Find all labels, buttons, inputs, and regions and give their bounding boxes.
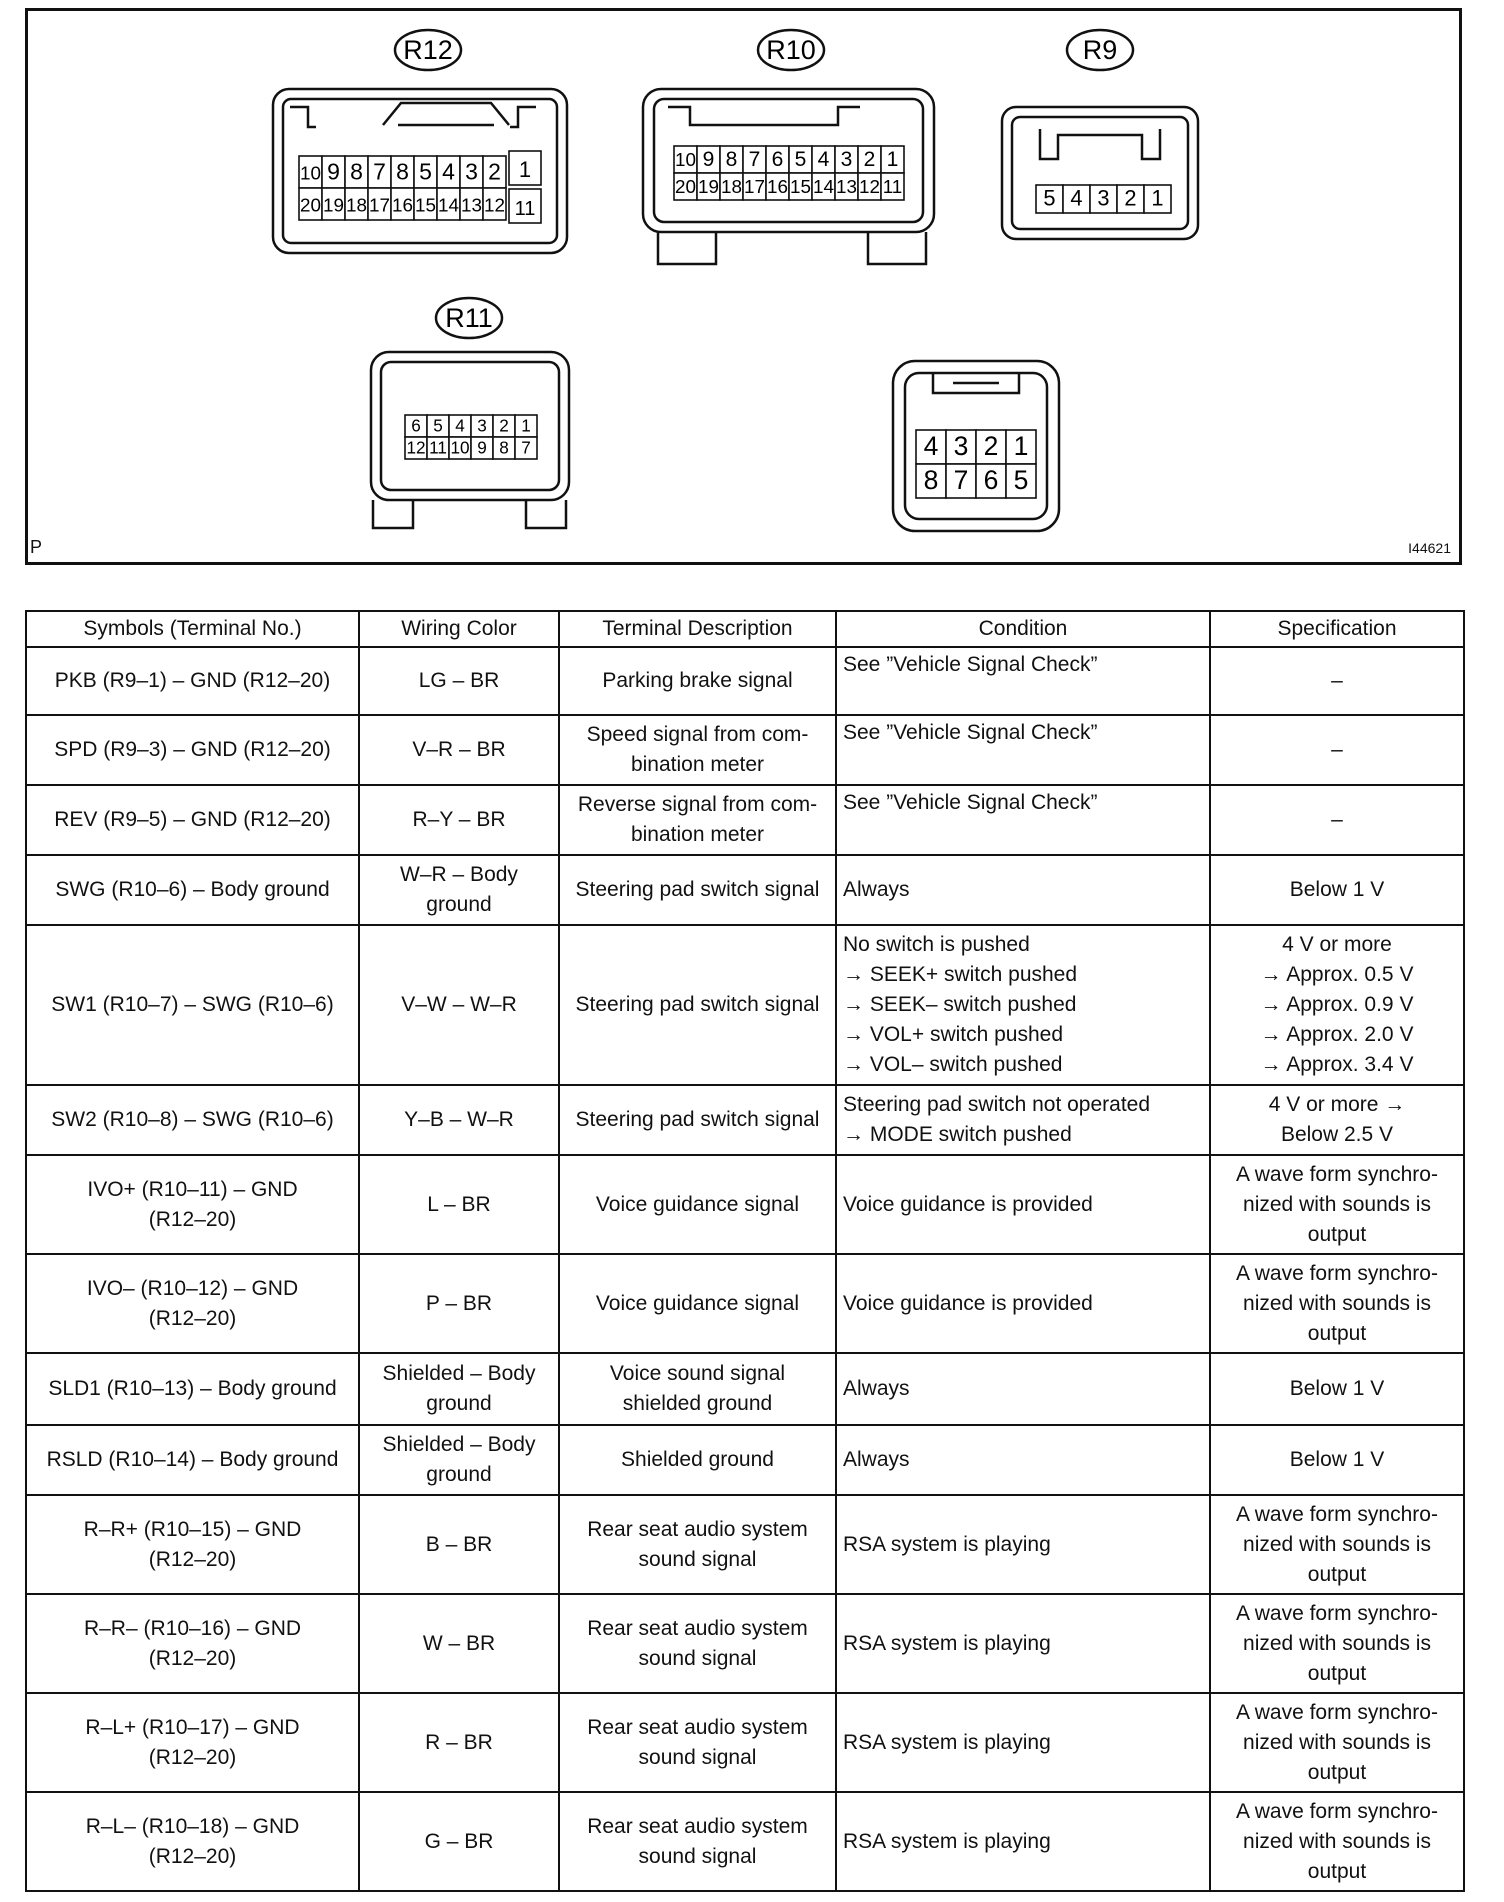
cell-specification — [1210, 1594, 1464, 1693]
cell-condition-line: RSA system is playing — [843, 1730, 1051, 1754]
table-row — [26, 1495, 1464, 1594]
r10-pin: 13 — [836, 175, 857, 197]
cell-wiring-color — [359, 1792, 559, 1891]
cell-wiring-color-line: LG – BR — [418, 669, 500, 692]
cell-condition-line: RSA system is playing — [843, 1631, 1051, 1655]
cell-description-line: Voice sound signal — [609, 1362, 786, 1385]
r12-pin: 5 — [419, 158, 432, 185]
r12-latch — [290, 103, 536, 127]
r11-pin: 5 — [433, 415, 443, 436]
r11-pin: 8 — [499, 437, 509, 458]
cell-symbol — [26, 925, 359, 1085]
r11-pin: 6 — [411, 415, 421, 436]
pin8-pin: 1 — [1013, 431, 1029, 462]
r11-pin: 12 — [406, 437, 426, 458]
cell-condition — [836, 1425, 1210, 1495]
cell-wiring-color-line: L – BR — [427, 1192, 491, 1216]
cell-description — [559, 1254, 836, 1353]
cell-description — [559, 1085, 836, 1155]
cell-specification — [1210, 1353, 1464, 1425]
cell-description-line: Voice guidance signal — [595, 1192, 800, 1216]
cell-description-line: Rear seat audio system — [587, 1715, 808, 1739]
cell-symbol-line: R–R– (R10–16) – GND — [83, 1616, 302, 1640]
cell-specification-line: → Approx. 0.5 V — [1260, 963, 1414, 986]
cell-condition-line: See ”Vehicle Signal Check” — [843, 653, 1098, 676]
r10-pin: 15 — [790, 175, 811, 197]
cell-wiring-color — [359, 785, 559, 855]
pin8-pin: 6 — [983, 465, 999, 496]
cell-symbol — [26, 715, 359, 785]
cell-condition-line: → MODE switch pushed — [843, 1123, 1072, 1146]
r9-housing — [1002, 107, 1198, 239]
cell-wiring-color — [359, 1254, 559, 1353]
cell-description — [559, 785, 836, 855]
figure-id: I44621 — [1408, 540, 1451, 556]
cell-symbol — [26, 1594, 359, 1693]
cell-symbol-line: (R12–20) — [148, 1745, 237, 1769]
r10-pin: 16 — [767, 175, 788, 197]
cell-description-line: Shielded ground — [621, 1448, 774, 1471]
pin8-pin: 5 — [1013, 465, 1029, 496]
cell-description-line: sound signal — [638, 1547, 757, 1571]
table-row — [26, 1425, 1464, 1495]
cell-specification-line: Below 2.5 V — [1280, 1123, 1394, 1146]
header-symbols: Symbols (Terminal No.) — [26, 611, 359, 647]
cell-condition — [836, 1085, 1210, 1155]
cell-symbol-line: (R12–20) — [148, 1646, 237, 1670]
r9-pin: 4 — [1070, 185, 1083, 211]
cell-wiring-color — [359, 1353, 559, 1425]
cell-description-line: Rear seat audio system — [587, 1517, 808, 1541]
cell-description — [559, 715, 836, 785]
r12-pin: 9 — [327, 158, 340, 185]
cell-wiring-color-line: W–R – Body — [400, 863, 518, 886]
cell-specification-line: A wave form synchro- — [1236, 1261, 1438, 1285]
cell-symbol-line: (R12–20) — [148, 1306, 237, 1330]
cell-wiring-color-line: Shielded – Body — [382, 1433, 536, 1456]
cell-symbol-line: R–R+ (R10–15) – GND — [83, 1517, 302, 1541]
cell-description-line: bination meter — [630, 823, 765, 846]
r12-pin: 10 — [300, 162, 321, 184]
cell-specification-line: output — [1307, 1760, 1367, 1784]
r9-pin: 2 — [1124, 185, 1137, 211]
cell-specification — [1210, 1693, 1464, 1792]
header-condition: Condition — [836, 611, 1210, 647]
r12-pin: 13 — [461, 194, 482, 216]
r9-label: R9 — [1082, 35, 1118, 65]
r10-feet — [658, 232, 926, 264]
terminal-spec-table — [25, 610, 1465, 1892]
cell-description — [559, 855, 836, 925]
pin8-pin: 7 — [953, 465, 969, 496]
r10-pin: 14 — [813, 175, 834, 197]
cell-description — [559, 1693, 836, 1792]
cell-specification-line: – — [1331, 738, 1343, 761]
r10-pin: 12 — [859, 175, 880, 197]
cell-symbol-line: SWG (R10–6) – Body ground — [55, 878, 330, 901]
cell-wiring-color-line: ground — [426, 1463, 492, 1486]
cell-condition-line: → VOL+ switch pushed — [843, 1023, 1064, 1046]
cell-wiring-color — [359, 855, 559, 925]
cell-symbol-line: (R12–20) — [148, 1547, 237, 1571]
r12-pin: 15 — [415, 194, 436, 216]
cell-condition — [836, 715, 1210, 785]
connector-diagram — [25, 8, 1462, 565]
cell-description — [559, 1792, 836, 1891]
cell-wiring-color — [359, 1155, 559, 1254]
table-row — [26, 647, 1464, 715]
cell-description-line: sound signal — [638, 1844, 757, 1868]
cell-description-line: sound signal — [638, 1745, 757, 1769]
cell-specification-line: 4 V or more — [1282, 933, 1392, 956]
cell-specification — [1210, 1425, 1464, 1495]
r12-pin: 14 — [438, 194, 459, 216]
r10-pin: 3 — [840, 147, 853, 171]
cell-condition-line: Voice guidance is provided — [843, 1192, 1093, 1216]
r10-pin: 9 — [702, 147, 715, 171]
r11-label: R11 — [445, 303, 493, 333]
r9-latch — [1040, 129, 1160, 159]
cell-condition-line: Steering pad switch not operated — [843, 1093, 1151, 1116]
table-row — [26, 1254, 1464, 1353]
cell-condition-line: Always — [843, 1377, 910, 1400]
cell-condition — [836, 925, 1210, 1085]
r9-pin: 1 — [1151, 185, 1164, 211]
cell-condition — [836, 1594, 1210, 1693]
table-row — [26, 785, 1464, 855]
cell-symbol-line: SPD (R9–3) – GND (R12–20) — [54, 738, 331, 761]
cell-specification — [1210, 1085, 1464, 1155]
cell-description — [559, 647, 836, 715]
cell-symbol-line: (R12–20) — [148, 1207, 237, 1231]
table-row — [26, 1085, 1464, 1155]
cell-condition — [836, 647, 1210, 715]
cell-wiring-color — [359, 647, 559, 715]
cell-description — [559, 1155, 836, 1254]
cell-condition — [836, 1792, 1210, 1891]
pin8-pin: 4 — [923, 431, 939, 462]
cell-condition-line: See ”Vehicle Signal Check” — [843, 721, 1098, 744]
cell-condition — [836, 785, 1210, 855]
cell-condition-line: Always — [843, 878, 910, 901]
cell-description — [559, 1425, 836, 1495]
cell-symbol-line: PKB (R9–1) – GND (R12–20) — [54, 669, 331, 692]
cell-specification-line: output — [1307, 1222, 1367, 1246]
cell-specification — [1210, 1495, 1464, 1594]
cell-description — [559, 925, 836, 1085]
cell-specification — [1210, 715, 1464, 785]
r12-pin: 2 — [488, 158, 501, 185]
cell-description — [559, 1353, 836, 1425]
r10-pin: 18 — [721, 175, 742, 197]
table-header-row — [26, 611, 1464, 647]
cell-symbol-line: SW1 (R10–7) – SWG (R10–6) — [51, 993, 334, 1016]
cell-specification-line: A wave form synchro- — [1236, 1502, 1438, 1526]
r11-pin: 9 — [477, 437, 487, 458]
cell-wiring-color — [359, 715, 559, 785]
cell-specification-line: A wave form synchro- — [1236, 1799, 1438, 1823]
r12-pin: 16 — [392, 194, 413, 216]
cell-specification — [1210, 925, 1464, 1085]
table-row — [26, 1155, 1464, 1254]
table-row — [26, 1353, 1464, 1425]
r11-pin: 4 — [455, 415, 465, 436]
r9-pin: 3 — [1097, 185, 1110, 211]
r12-pin: 8 — [350, 158, 363, 185]
cell-description-line: shielded ground — [622, 1392, 773, 1415]
cell-symbol — [26, 785, 359, 855]
r11-pin: 2 — [499, 415, 509, 436]
table-row — [26, 925, 1464, 1085]
cell-specification-line: A wave form synchro- — [1236, 1700, 1438, 1724]
r10-pin: 7 — [748, 147, 761, 171]
r12-pin: 19 — [323, 194, 344, 216]
cell-wiring-color-line: Shielded – Body — [382, 1362, 536, 1385]
cell-symbol — [26, 1085, 359, 1155]
cell-wiring-color — [359, 1085, 559, 1155]
cell-description — [559, 1594, 836, 1693]
r12-pin: 17 — [369, 194, 390, 216]
cell-specification-line: A wave form synchro- — [1236, 1601, 1438, 1625]
cell-wiring-color — [359, 1594, 559, 1693]
cell-description-line: Steering pad switch signal — [575, 993, 820, 1016]
cell-specification-line: nized with sounds is — [1243, 1730, 1431, 1754]
r11-pin: 1 — [521, 415, 531, 436]
cell-condition-line: Always — [843, 1448, 910, 1471]
table-row — [26, 715, 1464, 785]
cell-description-line: Steering pad switch signal — [575, 878, 820, 901]
r10-pin: 19 — [698, 175, 719, 197]
cell-wiring-color-line: R–Y – BR — [412, 808, 506, 831]
r9-pin: 5 — [1043, 185, 1056, 211]
r12-pin: 18 — [346, 194, 367, 216]
pin8-pin: 2 — [983, 431, 999, 462]
cell-description-line: sound signal — [638, 1646, 757, 1670]
r11-pin: 7 — [521, 437, 531, 458]
corner-label: P — [30, 537, 43, 557]
cell-condition-line: RSA system is playing — [843, 1829, 1051, 1853]
cell-wiring-color-line: P – BR — [425, 1291, 493, 1315]
cell-specification-line: Below 1 V — [1289, 1448, 1385, 1471]
cell-wiring-color-line: B – BR — [425, 1532, 493, 1556]
pin8-latch — [933, 373, 1019, 393]
cell-symbol-line: IVO– (R10–12) – GND — [86, 1276, 299, 1300]
cell-symbol-line: IVO+ (R10–11) – GND — [87, 1177, 298, 1201]
cell-specification-line: nized with sounds is — [1243, 1631, 1431, 1655]
header-specification: Specification — [1210, 611, 1464, 647]
cell-wiring-color — [359, 1425, 559, 1495]
r12-pin: 8 — [396, 158, 409, 185]
r12-pin: 7 — [373, 158, 386, 185]
table-row — [26, 855, 1464, 925]
cell-symbol-line: RSLD (R10–14) – Body ground — [46, 1448, 339, 1471]
cell-specification-line: output — [1307, 1321, 1367, 1345]
cell-symbol-line: SW2 (R10–8) – SWG (R10–6) — [51, 1108, 334, 1131]
cell-condition — [836, 1155, 1210, 1254]
cell-description-line: Voice guidance signal — [595, 1291, 800, 1315]
cell-symbol — [26, 1425, 359, 1495]
r12-pin-11: 11 — [514, 198, 536, 220]
cell-wiring-color-line: G – BR — [424, 1829, 494, 1853]
r12-pin: 4 — [442, 158, 455, 185]
cell-description-line: Rear seat audio system — [587, 1616, 808, 1640]
r12-pin-1: 1 — [518, 157, 532, 182]
cell-condition-line: RSA system is playing — [843, 1532, 1051, 1556]
r10-pin: 17 — [744, 175, 765, 197]
cell-condition — [836, 1693, 1210, 1792]
connector-drawing — [28, 11, 1459, 562]
cell-specification-line: → Approx. 2.0 V — [1260, 1023, 1414, 1046]
cell-symbol — [26, 1495, 359, 1594]
r11-pin: 10 — [450, 437, 470, 458]
r10-pin: 5 — [794, 147, 807, 171]
pin8-pin: 3 — [953, 431, 969, 462]
cell-specification-line: – — [1331, 808, 1343, 831]
cell-specification-line: output — [1307, 1661, 1367, 1685]
cell-specification-line: Below 1 V — [1289, 1377, 1385, 1400]
cell-specification-line: output — [1307, 1859, 1367, 1883]
cell-description-line: bination meter — [630, 753, 765, 776]
cell-symbol — [26, 855, 359, 925]
cell-symbol-line: SLD1 (R10–13) – Body ground — [48, 1377, 337, 1400]
cell-condition-line: Voice guidance is provided — [843, 1291, 1093, 1315]
cell-symbol — [26, 647, 359, 715]
cell-description-line: Parking brake signal — [602, 669, 793, 692]
cell-specification — [1210, 1792, 1464, 1891]
cell-symbol-line: REV (R9–5) – GND (R12–20) — [54, 808, 331, 831]
cell-specification-line: Below 1 V — [1289, 878, 1385, 901]
r10-pin: 4 — [817, 147, 830, 171]
cell-specification-line: 4 V or more → — [1268, 1093, 1406, 1116]
r10-pin: 10 — [675, 148, 696, 170]
cell-condition-line: → SEEK– switch pushed — [843, 993, 1077, 1016]
cell-symbol-line: R–L+ (R10–17) – GND — [85, 1715, 300, 1739]
cell-description-line: Speed signal from com- — [586, 723, 809, 746]
header-terminal-description: Terminal Description — [559, 611, 836, 647]
r11-pin: 3 — [477, 415, 487, 436]
cell-wiring-color — [359, 925, 559, 1085]
cell-specification-line: A wave form synchro- — [1236, 1162, 1438, 1186]
cell-condition-line: → SEEK+ switch pushed — [843, 963, 1078, 986]
pin8-pin: 8 — [923, 465, 939, 496]
cell-wiring-color-line: Y–B – W–R — [404, 1108, 514, 1131]
cell-specification — [1210, 785, 1464, 855]
cell-symbol — [26, 1693, 359, 1792]
cell-condition-line: See ”Vehicle Signal Check” — [843, 791, 1098, 814]
cell-condition-line: No switch is pushed — [843, 933, 1030, 956]
r12-label: R12 — [403, 35, 453, 65]
r10-label: R10 — [766, 35, 816, 65]
r11-feet — [373, 500, 566, 528]
cell-specification-line: nized with sounds is — [1243, 1829, 1431, 1853]
cell-wiring-color-line: V–R – BR — [412, 738, 506, 761]
cell-symbol — [26, 1353, 359, 1425]
cell-specification — [1210, 1155, 1464, 1254]
r10-pin: 20 — [675, 175, 696, 197]
cell-wiring-color-line: ground — [426, 893, 492, 916]
r11-pin: 11 — [429, 437, 447, 458]
cell-symbol — [26, 1254, 359, 1353]
cell-condition — [836, 1254, 1210, 1353]
table-row — [26, 1792, 1464, 1891]
cell-condition — [836, 1353, 1210, 1425]
cell-specification-line: → Approx. 0.9 V — [1260, 993, 1414, 1016]
r10-pin: 11 — [882, 175, 903, 197]
r12-pin: 20 — [300, 194, 321, 216]
cell-symbol-line: R–L– (R10–18) – GND — [85, 1814, 300, 1838]
cell-symbol-line: (R12–20) — [148, 1844, 237, 1868]
cell-symbol — [26, 1792, 359, 1891]
cell-specification-line: nized with sounds is — [1243, 1192, 1431, 1216]
cell-description-line: Reverse signal from com- — [577, 793, 818, 816]
cell-wiring-color-line: W – BR — [422, 1631, 496, 1655]
cell-wiring-color-line: V–W – W–R — [401, 993, 517, 1016]
cell-wiring-color — [359, 1693, 559, 1792]
cell-specification-line: – — [1331, 669, 1343, 692]
cell-description-line: Steering pad switch signal — [575, 1108, 820, 1131]
cell-specification — [1210, 855, 1464, 925]
r10-pin: 6 — [771, 147, 784, 171]
cell-specification-line: → Approx. 3.4 V — [1260, 1053, 1414, 1076]
cell-description — [559, 1495, 836, 1594]
cell-wiring-color-line: ground — [426, 1392, 492, 1415]
table-row — [26, 1594, 1464, 1693]
cell-wiring-color-line: R – BR — [425, 1730, 493, 1754]
cell-description-line: Rear seat audio system — [587, 1814, 808, 1838]
header-wiring-color: Wiring Color — [359, 611, 559, 647]
r10-pin: 8 — [725, 147, 738, 171]
cell-wiring-color — [359, 1495, 559, 1594]
cell-specification-line: nized with sounds is — [1243, 1291, 1431, 1315]
r12-pin: 12 — [484, 194, 505, 216]
cell-specification-line: output — [1307, 1562, 1367, 1586]
cell-specification — [1210, 647, 1464, 715]
cell-specification-line: nized with sounds is — [1243, 1532, 1431, 1556]
r10-pin: 2 — [863, 147, 876, 171]
table-row — [26, 1693, 1464, 1792]
r12-pin: 3 — [465, 158, 478, 185]
r10-latch — [668, 107, 860, 125]
r10-pin: 1 — [886, 147, 899, 171]
cell-condition — [836, 855, 1210, 925]
cell-specification — [1210, 1254, 1464, 1353]
cell-condition — [836, 1495, 1210, 1594]
cell-condition-line: → VOL– switch pushed — [843, 1053, 1063, 1076]
cell-symbol — [26, 1155, 359, 1254]
